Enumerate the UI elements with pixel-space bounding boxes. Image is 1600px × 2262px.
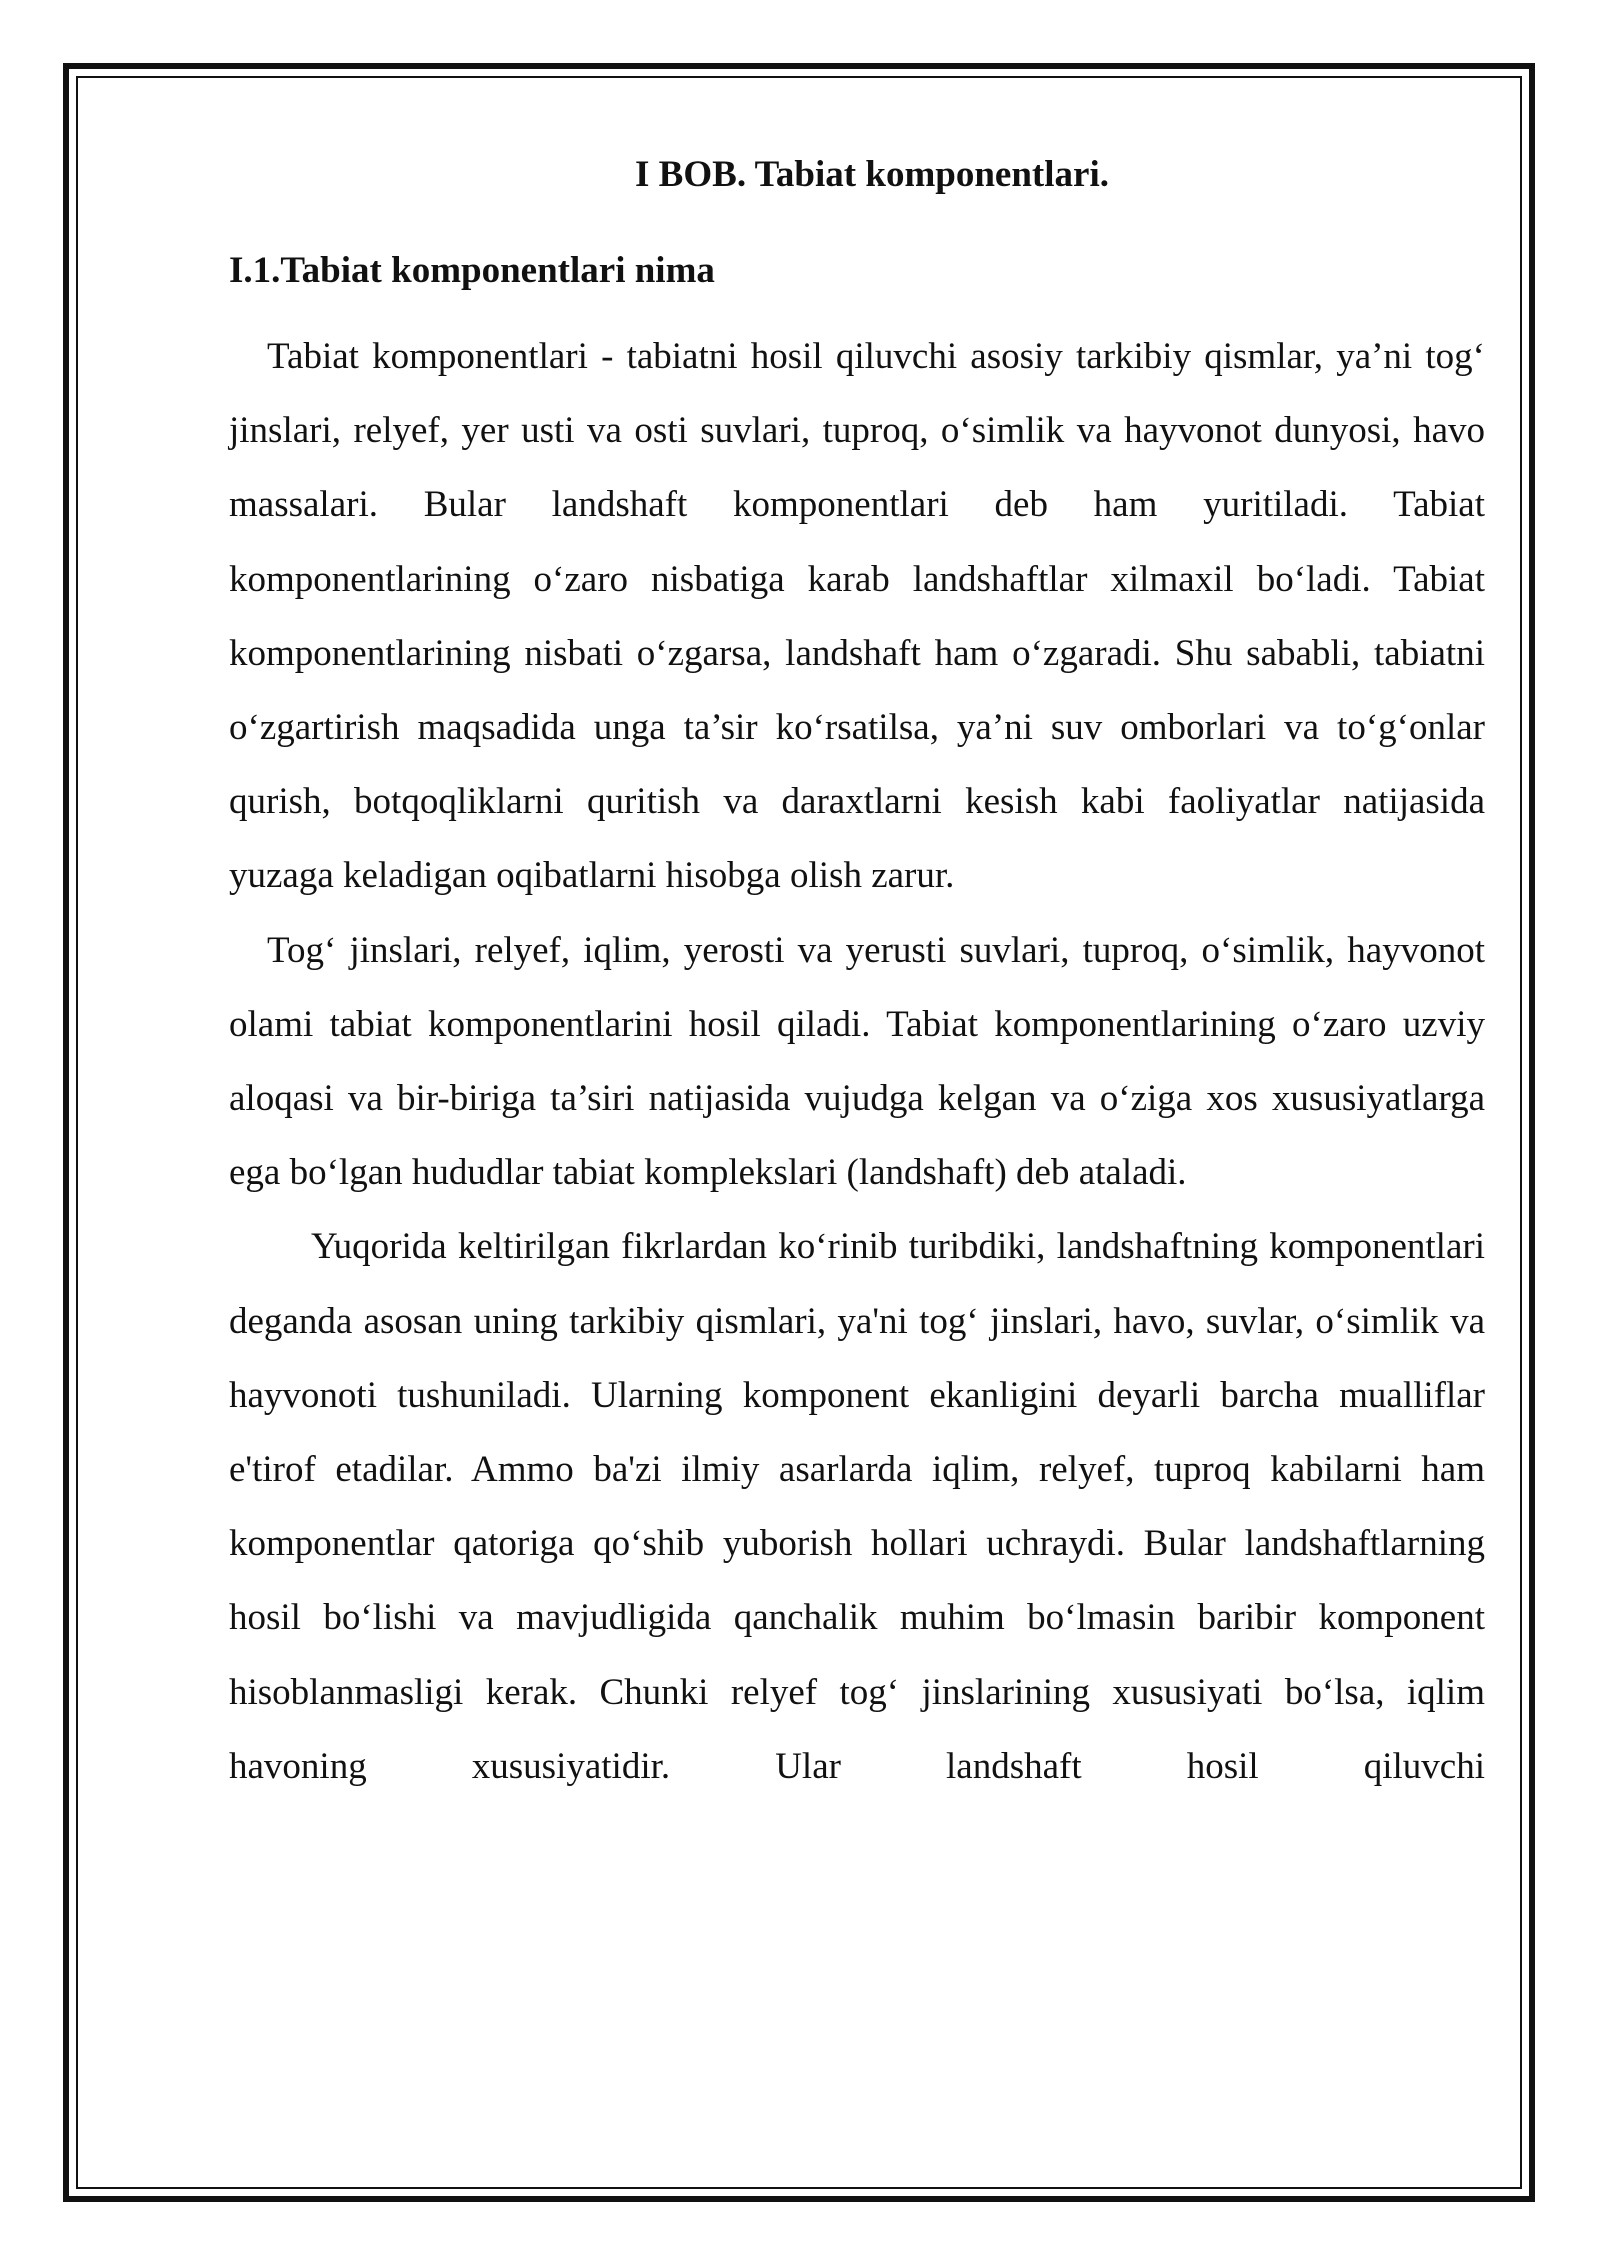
section-title: I.1.Tabiat komponentlari nima	[229, 250, 715, 291]
paragraph-2: Tog‘ jinslari, relyef, iqlim, yerosti va yerusti suvlari, tuproq, o‘simlik, hayvonot olami tabiat komponentlarini hosil qiladi. Tabiat komponentlarining o‘zaro uzviy aloqasi va bir-biriga ta’siri natijasida vujudga kelgan va o‘ziga xos xususiyatlarga ega bo‘lgan hududlar tabiat komplekslari (landshaft) deb ataladi.	[229, 929, 1485, 1194]
document-body	[229, 150, 1485, 1804]
paragraph-1: Tabiat komponentlari - tabiatni hosil qiluvchi asosiy tarkibiy qismlar, ya’ni tog‘ jinslari, relyef, yer usti va osti suvlari, tuproq, o‘simlik va hayvonot dunyosi, havo massalari. Bular landshaft komponentlari deb ham yuritiladi. Tabiat komponentlarining o‘zaro nisbatiga karab landshaftlar xilmaxil bo‘ladi. Tabiat komponentlarining nisbati o‘zgarsa, landshaft ham o‘zgaradi. Shu sababli, tabiatni o‘zgartirish maqsadida unga ta’sir ko‘rsatilsa, ya’ni suv omborlari va to‘g‘onlar qurish, botqoqliklarni quritish va daraxtlarni kesish kabi faoliyatlar natijasida yuzaga keladigan oqibatlarni hisobga olish zarur.	[229, 336, 1485, 897]
chapter-title: I BOB. Tabiat komponentlari.	[635, 154, 1109, 195]
paragraph-3: Yuqorida keltirilgan fikrlardan ko‘rinib turibdiki, landshaftning komponentlari deganda asosan uning tarkibiy qismlari, ya'ni tog‘ jinslari, havo, suvlar, o‘simlik va hayvonoti tushuniladi. Ularning komponent ekanligini deyarli barcha mualliflar e'tirof etadilar. Ammo ba'zi ilmiy asarlarda iqlim, relyef, tuproq kabilarni ham komponentlar qatoriga qo‘shib yuborish hollari uchraydi. Bular landshaftlarning hosil bo‘lishi va mavjudligida qanchalik muhim bo‘lmasin baribir komponent hisoblanmasligi kerak. Chunki relyef tog‘ jinslarining xususiyati bo‘lsa, iqlim havoning xususiyatidir. Ular landshaft hosil qiluvchi	[229, 1226, 1485, 1787]
